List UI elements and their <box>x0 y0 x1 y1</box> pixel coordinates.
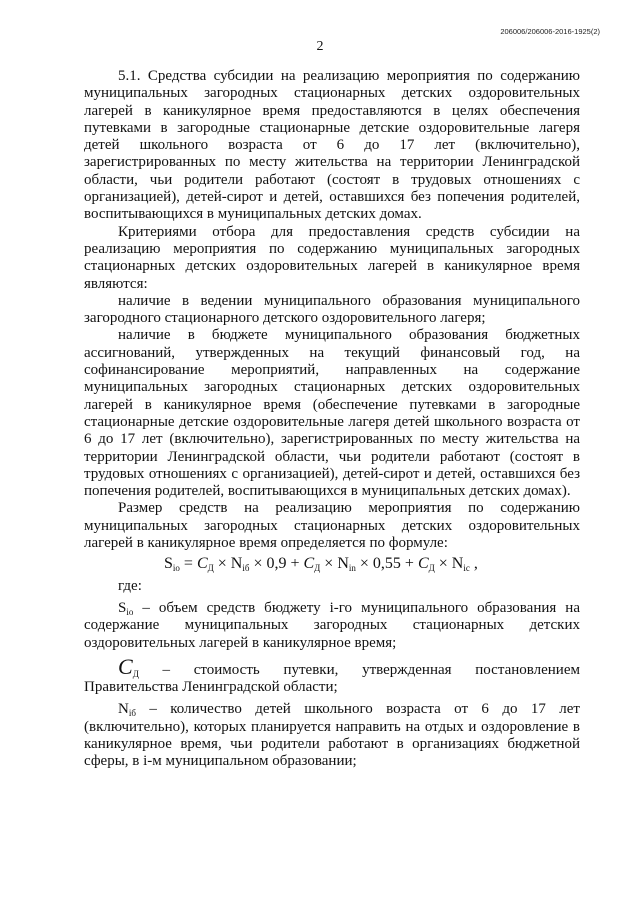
symbol-s-sub: io <box>126 606 134 617</box>
formula-c2-sub: Д <box>314 563 321 574</box>
formula-eq: = <box>179 555 197 573</box>
symbol-cd-letter: С <box>118 653 133 679</box>
paragraph-criterion-1: наличие в ведении муниципального образования муниципального загородного стационарного детского оздоровительного лагеря; <box>84 292 580 327</box>
formula-k1: × 0,9 + <box>249 555 304 573</box>
symbol-s: S <box>118 599 127 616</box>
document-id: 206006/206006-2016-1925(2) <box>500 27 600 36</box>
formula-c3-sub: Д <box>428 563 435 574</box>
formula-k2: × 0,55 + <box>355 555 418 573</box>
page-number: 2 <box>316 39 324 54</box>
cd-word-3: путевки, <box>283 661 339 678</box>
formula-s-sub: io <box>172 563 180 574</box>
symbol-n: N <box>118 701 129 718</box>
formula-c2: С <box>303 555 315 573</box>
formula-n1-sub: iб <box>242 563 250 574</box>
cd-word-5: постановлением <box>475 661 580 678</box>
paragraph-where: где: <box>118 577 142 594</box>
formula <box>84 555 580 572</box>
cd-definition-line-2: Правительства Ленинградской области; <box>84 679 338 696</box>
cd-word-1: – <box>162 661 171 678</box>
symbol-cd-sub: Д <box>132 668 139 679</box>
paragraph-5-1: 5.1. Средства субсидии на реализацию мероприятия по содержанию муниципальных загородных стационарных детских оздоровительных лагерей в каникулярное время предоставляются в целях обеспечения путевками в загородные стационарные детские оздоровительные лагеря детей школьного возраста от 6 до 17 лет (включительно), зарегистрированных по месту жительства на территории Ленинградской области, чьи родители работают (состоят в трудовых отношениях с организацией), детей-сирот и детей, оставшихся без попечения родителей, воспитывающихся в муниципальных детских домах. <box>84 68 580 223</box>
n-definition-text: – количество детей школьного возраста от 6 до 17 лет (включительно), которых планируется направить на отдых и оздоровление в каникулярное время, чьи родители работают в организациях бюджетной сферы, в i-м муниципальном образовании; <box>84 701 580 770</box>
paragraph-size: Размер средств на реализацию мероприятия по содержанию муниципальных загородных стационарных детских оздоровительных лагерей в каникулярное время определяется по формуле: <box>84 500 580 552</box>
cd-word-4: утвержденная <box>362 661 452 678</box>
symbol-n-sub: iб <box>128 708 136 719</box>
formula-end: , <box>469 555 478 573</box>
paragraph-criterion-2: наличие в бюджете муниципального образования бюджетных ассигнований, утвержденных на текущий финансовый год, на софинансирование мероприятий, направленных на содержание муниципальных загородных стационарных детских оздоровительных лагерей в каникулярное время (обеспечение путевками в загородные стационарные детские оздоровительные лагеря детей школьного возраста от 6 до 17 лет (включительно), зарегистрированных по месту жительства на территории Ленинградской области, чьи родители работают (состоят в трудовых отношениях с организацией), детей-сирот и детей, оставшихся без попечения родителей, воспитывающихся в муниципальных детских домах). <box>84 327 580 500</box>
formula-c3: С <box>417 555 429 573</box>
formula-n3-sub: ic <box>463 563 470 574</box>
formula-times-2: × N <box>320 555 349 573</box>
s-definition-text: – объем средств бюджету i-го муниципального образования на содержание муниципальных загородных стационарных детских оздоровительных лагерей в каникулярное время; <box>84 599 580 651</box>
formula-c1: С <box>196 555 208 573</box>
cd-definition-line-1 <box>84 653 580 679</box>
body-text <box>84 68 580 771</box>
cd-word-2: стоимость <box>193 661 260 678</box>
symbol-cd <box>118 653 139 679</box>
paragraph-n-definition <box>84 701 580 770</box>
paragraph-criteria: Критериями отбора для предоставления средств субсидии на реализацию мероприятия по содержанию муниципальных загородных стационарных детских оздоровительных лагерей в каникулярное время являются: <box>84 223 580 292</box>
formula-s: S <box>164 555 173 573</box>
formula-n2-sub: in <box>348 563 356 574</box>
formula-times-1: × N <box>213 555 243 573</box>
formula-times-3: × N <box>434 555 464 573</box>
paragraph-s-definition <box>84 600 580 652</box>
formula-c1-sub: Д <box>207 563 214 574</box>
